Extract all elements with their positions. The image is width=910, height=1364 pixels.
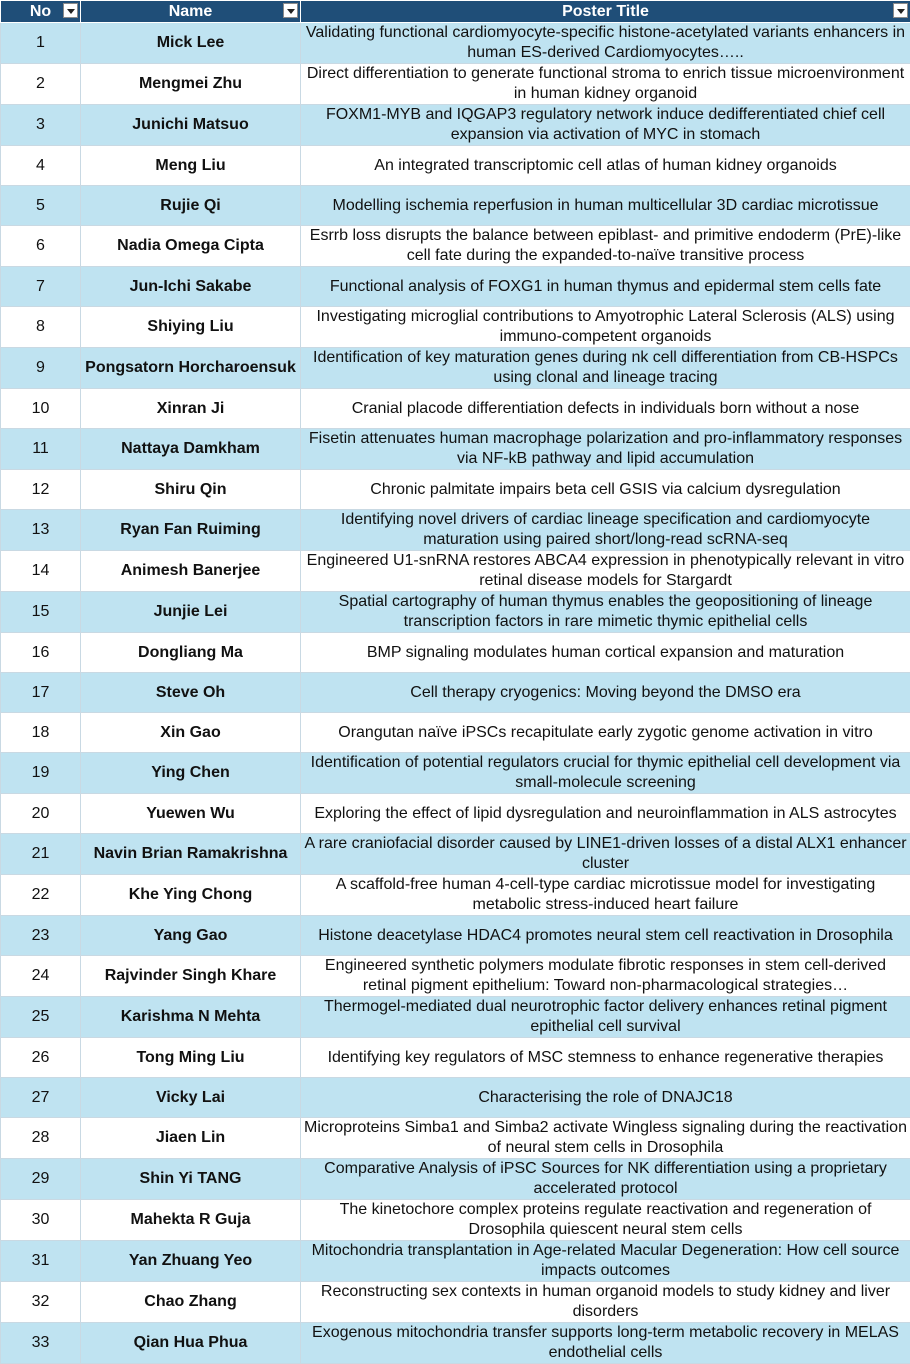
cell-title[interactable]: Microproteins Simba1 and Simba2 activate Wingless signaling during the reactivation of neural stem cells in Drosophila	[301, 1118, 910, 1159]
cell-no[interactable]: 5	[1, 186, 81, 226]
cell-no[interactable]: 18	[1, 713, 81, 753]
cell-name[interactable]: Shin Yi TANG	[81, 1159, 301, 1200]
column-header-title	[301, 1, 910, 23]
cell-title[interactable]: BMP signaling modulates human cortical expansion and maturation	[301, 633, 910, 673]
cell-name[interactable]: Mengmei Zhu	[81, 64, 301, 105]
cell-no[interactable]: 17	[1, 673, 81, 713]
table-row	[1, 1200, 910, 1241]
cell-title[interactable]: Engineered synthetic polymers modulate fibrotic responses in stem cell-derived retinal pigment epithelium: Toward non-pharmacological strategies…	[301, 956, 910, 997]
table-row	[1, 753, 910, 794]
filter-dropdown-icon[interactable]	[63, 3, 78, 18]
cell-no[interactable]: 3	[1, 105, 81, 146]
cell-no[interactable]: 13	[1, 510, 81, 551]
cell-title[interactable]: Esrrb loss disrupts the balance between epiblast- and primitive endoderm (PrE)-like cell fate during the expanded-to-naïve transitive process	[301, 226, 910, 267]
cell-no[interactable]: 14	[1, 551, 81, 592]
cell-no[interactable]: 20	[1, 794, 81, 834]
table-row	[1, 146, 910, 186]
cell-title[interactable]: Investigating microglial contributions to Amyotrophic Lateral Sclerosis (ALS) using immuno-competent organoids	[301, 307, 910, 348]
cell-title[interactable]: Comparative Analysis of iPSC Sources for NK differentiation using a proprietary accelerated protocol	[301, 1159, 910, 1200]
cell-title[interactable]: Cranial placode differentiation defects in individuals born without a nose	[301, 389, 910, 429]
column-header-name	[81, 1, 301, 23]
cell-no[interactable]: 21	[1, 834, 81, 875]
cell-name[interactable]: Yang Gao	[81, 916, 301, 956]
cell-no[interactable]: 6	[1, 226, 81, 267]
cell-name[interactable]: Karishma N Mehta	[81, 997, 301, 1038]
cell-no[interactable]: 15	[1, 592, 81, 633]
table-row	[1, 673, 910, 713]
table-row	[1, 1241, 910, 1282]
cell-name[interactable]: Navin Brian Ramakrishna	[81, 834, 301, 875]
table-row	[1, 186, 910, 226]
cell-name[interactable]: Shiru Qin	[81, 470, 301, 510]
cell-no[interactable]: 2	[1, 64, 81, 105]
cell-title[interactable]: Orangutan naïve iPSCs recapitulate early zygotic genome activation in vitro	[301, 713, 910, 753]
cell-name[interactable]: Yuewen Wu	[81, 794, 301, 834]
cell-name[interactable]: Xin Gao	[81, 713, 301, 753]
cell-name[interactable]: Tong Ming Liu	[81, 1038, 301, 1078]
cell-no[interactable]: 27	[1, 1078, 81, 1118]
cell-name[interactable]: Rajvinder Singh Khare	[81, 956, 301, 997]
cell-no[interactable]: 24	[1, 956, 81, 997]
cell-name[interactable]: Meng Liu	[81, 146, 301, 186]
cell-name[interactable]: Steve Oh	[81, 673, 301, 713]
cell-title[interactable]: Mitochondria transplantation in Age-related Macular Degeneration: How cell source impacts outcomes	[301, 1241, 910, 1282]
table-row	[1, 105, 910, 146]
table-row	[1, 834, 910, 875]
table-row	[1, 1078, 910, 1118]
cell-title[interactable]: FOXM1-MYB and IQGAP3 regulatory network induce dedifferentiated chief cell expansion via activation of MYC in stomach	[301, 105, 910, 146]
cell-no[interactable]: 28	[1, 1118, 81, 1159]
cell-name[interactable]: Ryan Fan Ruiming	[81, 510, 301, 551]
cell-no[interactable]: 26	[1, 1038, 81, 1078]
filter-dropdown-icon[interactable]	[893, 3, 908, 18]
table-row	[1, 1282, 910, 1323]
cell-no[interactable]: 32	[1, 1282, 81, 1323]
table-row	[1, 64, 910, 105]
table-row	[1, 226, 910, 267]
cell-no[interactable]: 23	[1, 916, 81, 956]
table-row	[1, 429, 910, 470]
table-row	[1, 510, 910, 551]
table-row	[1, 551, 910, 592]
cell-no[interactable]: 9	[1, 348, 81, 389]
cell-name[interactable]: Yan Zhuang Yeo	[81, 1241, 301, 1282]
cell-no[interactable]: 7	[1, 267, 81, 307]
cell-title[interactable]: Identifying key regulators of MSC stemness to enhance regenerative therapies	[301, 1038, 910, 1078]
cell-name[interactable]: Mick Lee	[81, 23, 301, 64]
column-header-title-label: Poster Title	[562, 3, 649, 20]
cell-title[interactable]: Functional analysis of FOXG1 in human thymus and epidermal stem cells fate	[301, 267, 910, 307]
table-row	[1, 633, 910, 673]
cell-name[interactable]: Ying Chen	[81, 753, 301, 794]
cell-name[interactable]: Chao Zhang	[81, 1282, 301, 1323]
cell-title[interactable]: Direct differentiation to generate functional stroma to enrich tissue microenvironment in human kidney organoid	[301, 64, 910, 105]
cell-title[interactable]: Spatial cartography of human thymus enables the geopositioning of lineage transcription factors in rare mimetic thymic epithelial cells	[301, 592, 910, 633]
table-row	[1, 1323, 910, 1364]
cell-name[interactable]: Mahekta R Guja	[81, 1200, 301, 1241]
cell-name[interactable]: Xinran Ji	[81, 389, 301, 429]
cell-title[interactable]: Identification of potential regulators crucial for thymic epithelial cell development via small-molecule screening	[301, 753, 910, 794]
cell-no[interactable]: 8	[1, 307, 81, 348]
cell-name[interactable]: Junichi Matsuo	[81, 105, 301, 146]
cell-title[interactable]: Identification of key maturation genes during nk cell differentiation from CB-HSPCs using clonal and lineage tracing	[301, 348, 910, 389]
table-row	[1, 997, 910, 1038]
cell-title[interactable]: A scaffold-free human 4-cell-type cardiac microtissue model for investigating metabolic stress-induced heart failure	[301, 875, 910, 916]
cell-no[interactable]: 12	[1, 470, 81, 510]
table-row	[1, 956, 910, 997]
table-row	[1, 1159, 910, 1200]
cell-name[interactable]: Nattaya Damkham	[81, 429, 301, 470]
cell-title[interactable]: Engineered U1-snRNA restores ABCA4 expression in phenotypically relevant in vitro retinal disease models for Stargardt	[301, 551, 910, 592]
cell-no[interactable]: 16	[1, 633, 81, 673]
table-row	[1, 267, 910, 307]
cell-name[interactable]: Jiaen Lin	[81, 1118, 301, 1159]
cell-name[interactable]: Dongliang Ma	[81, 633, 301, 673]
cell-name[interactable]: Rujie Qi	[81, 186, 301, 226]
filter-dropdown-icon[interactable]	[283, 3, 298, 18]
cell-name[interactable]: Shiying Liu	[81, 307, 301, 348]
cell-title[interactable]: Characterising the role of DNAJC18	[301, 1078, 910, 1118]
cell-name[interactable]: Pongsatorn Horcharoensuk	[81, 348, 301, 389]
cell-title[interactable]: Fisetin attenuates human macrophage polarization and pro-inflammatory responses via NF-kB pathway and lipid accumulation	[301, 429, 910, 470]
cell-name[interactable]: Vicky Lai	[81, 1078, 301, 1118]
cell-name[interactable]: Jun-Ichi Sakabe	[81, 267, 301, 307]
cell-no[interactable]: 4	[1, 146, 81, 186]
table-row	[1, 470, 910, 510]
cell-no[interactable]: 19	[1, 753, 81, 794]
cell-title[interactable]: Identifying novel drivers of cardiac lineage specification and cardiomyocyte maturation using paired short/long-read scRNA-seq	[301, 510, 910, 551]
table-row	[1, 713, 910, 753]
cell-title[interactable]: Exogenous mitochondria transfer supports long-term metabolic recovery in MELAS endothelial cells	[301, 1323, 910, 1364]
cell-name[interactable]: Nadia Omega Cipta	[81, 226, 301, 267]
column-header-name-label: Name	[169, 3, 213, 20]
column-header-no	[1, 1, 81, 23]
cell-title[interactable]: Cell therapy cryogenics: Moving beyond the DMSO era	[301, 673, 910, 713]
table-row	[1, 875, 910, 916]
cell-no[interactable]: 31	[1, 1241, 81, 1282]
cell-title[interactable]: Chronic palmitate impairs beta cell GSIS via calcium dysregulation	[301, 470, 910, 510]
column-header-no-label: No	[30, 3, 51, 20]
table-row	[1, 389, 910, 429]
cell-no[interactable]: 11	[1, 429, 81, 470]
cell-title[interactable]: The kinetochore complex proteins regulate reactivation and regeneration of Drosophila quiescent neural stem cells	[301, 1200, 910, 1241]
cell-title[interactable]: Validating functional cardiomyocyte-specific histone-acetylated variants enhancers in human ES-derived Cardiomyocytes…..	[301, 23, 910, 64]
table-row	[1, 348, 910, 389]
cell-no[interactable]: 25	[1, 997, 81, 1038]
cell-no[interactable]: 1	[1, 23, 81, 64]
cell-title[interactable]: Histone deacetylase HDAC4 promotes neural stem cell reactivation in Drosophila	[301, 916, 910, 956]
table-row	[1, 916, 910, 956]
cell-title[interactable]: A rare craniofacial disorder caused by LINE1-driven losses of a distal ALX1 enhancer cluster	[301, 834, 910, 875]
cell-no[interactable]: 10	[1, 389, 81, 429]
table-row	[1, 1038, 910, 1078]
cell-no[interactable]: 33	[1, 1323, 81, 1364]
table-row	[1, 592, 910, 633]
cell-no[interactable]: 22	[1, 875, 81, 916]
cell-no[interactable]: 29	[1, 1159, 81, 1200]
table-row	[1, 794, 910, 834]
table-row	[1, 1118, 910, 1159]
cell-title[interactable]: Reconstructing sex contexts in human organoid models to study kidney and liver disorders	[301, 1282, 910, 1323]
cell-name[interactable]: Junjie Lei	[81, 592, 301, 633]
cell-no[interactable]: 30	[1, 1200, 81, 1241]
table-row	[1, 307, 910, 348]
cell-title[interactable]: Modelling ischemia reperfusion in human multicellular 3D cardiac microtissue	[301, 186, 910, 226]
header-row	[1, 1, 910, 23]
cell-title[interactable]: Thermogel-mediated dual neurotrophic factor delivery enhances retinal pigment epithelial cell survival	[301, 997, 910, 1038]
cell-name[interactable]: Animesh Banerjee	[81, 551, 301, 592]
table-row	[1, 23, 910, 64]
cell-title[interactable]: Exploring the effect of lipid dysregulation and neuroinflammation in ALS astrocytes	[301, 794, 910, 834]
cell-name[interactable]: Khe Ying Chong	[81, 875, 301, 916]
cell-title[interactable]: An integrated transcriptomic cell atlas of human kidney organoids	[301, 146, 910, 186]
cell-name[interactable]: Qian Hua Phua	[81, 1323, 301, 1364]
